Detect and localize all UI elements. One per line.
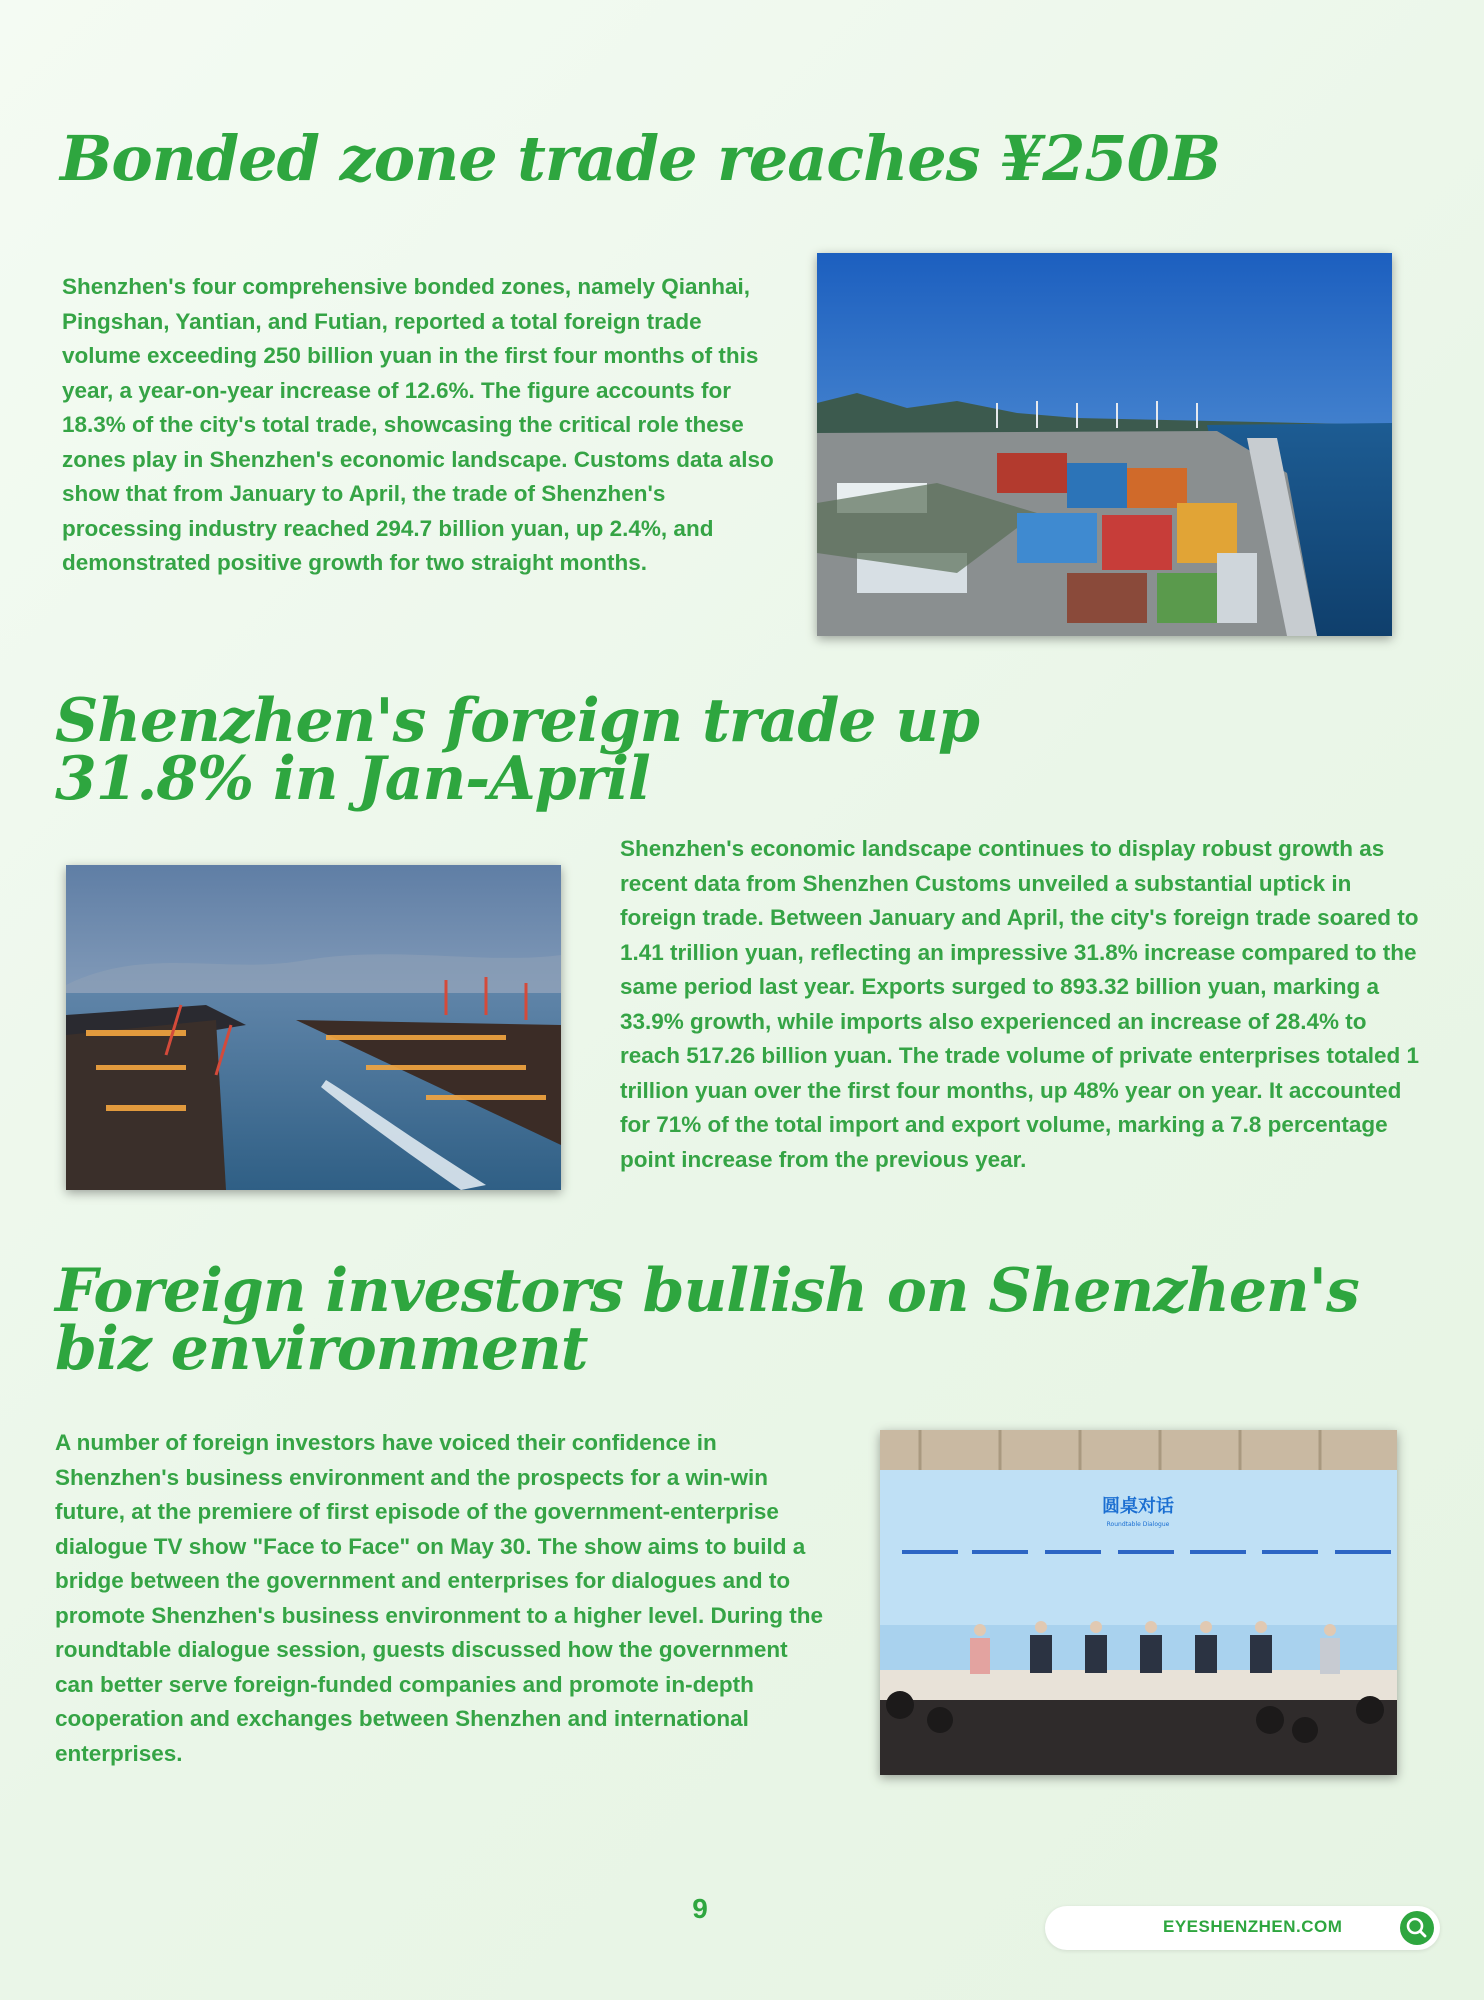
port-dusk-photo [66,865,561,1190]
port-aerial-photo [817,253,1392,636]
website-url[interactable]: EYESHENZHEN.COM [1163,1917,1343,1936]
page-number: 9 [692,1893,708,1924]
stage-screen-subtitle: Roundtable Dialogue [1106,1521,1170,1528]
article-2-headline-line-1: Shenzhen's foreign trade up [55,686,979,756]
article-1-body: Shenzhen's four comprehensive bonded zones, namely Qianhai, Pingshan, Yantian, and Futian, reported a total foreign trade volume exceeding 250 billion yuan in the first four months of this year, a year-on-year increase of 12.6%. The figure accounts for 18.3% of the city's total trade, showcasing the critical role these zones play in Shenzhen's economic landscape. Customs data also show that from January to April, the trade of Shenzhen's processing industry reached 294.7 billion yuan, up 2.4%, and demonstrated positive growth for two straight months. [62,274,774,575]
search-icon[interactable] [1400,1911,1434,1945]
article-2-headline [55,686,1055,814]
stage-screen-title: 圆桌对话 [1102,1496,1174,1517]
article-3-headline-line-2: biz environment [55,1314,588,1384]
article-3-headline-line-1: Foreign investors bullish on Shenzhen's [55,1256,1359,1326]
roundtable-dialogue-photo [880,1430,1397,1775]
article-3-body: A number of foreign investors have voiced their confidence in Shenzhen's business environment and the prospects for a win-win future, at the premiere of first episode of the government-enterprise dialogue TV show "Face to Face" on May 30. The show aims to build a bridge between the government and enterprises for dialogues and to promote Shenzhen's business environment to a higher level. During the roundtable dialogue session, guests discussed how the government can better serve foreign-funded companies and promote in-depth cooperation and exchanges between Shenzhen and international enterprises. [55,1430,823,1766]
article-3-headline [55,1256,1435,1384]
article-2-headline-line-2: 31.8% in Jan-April [55,744,650,814]
website-search-bar[interactable] [1045,1906,1440,1950]
article-1-headline: Bonded zone trade reaches ¥250B [60,122,1221,195]
article-2-body: Shenzhen's economic landscape continues to display robust growth as recent data from Shenzhen Customs unveiled a substantial uptick in foreign trade. Between January and April, the city's foreign trade soared to 1.41 trillion yuan, reflecting an impressive 31.8% increase compared to the same period last year. Exports surged to 893.32 billion yuan, marking a 33.9% growth, while imports also experienced an increase of 28.4% to reach 517.26 billion yuan. The trade volume of private enterprises totaled 1 trillion yuan over the first four months, up 48% year on year. It accounted for 71% of the total import and export volume, marking a 7.8 percentage point increase from the previous year. [620,836,1420,1172]
